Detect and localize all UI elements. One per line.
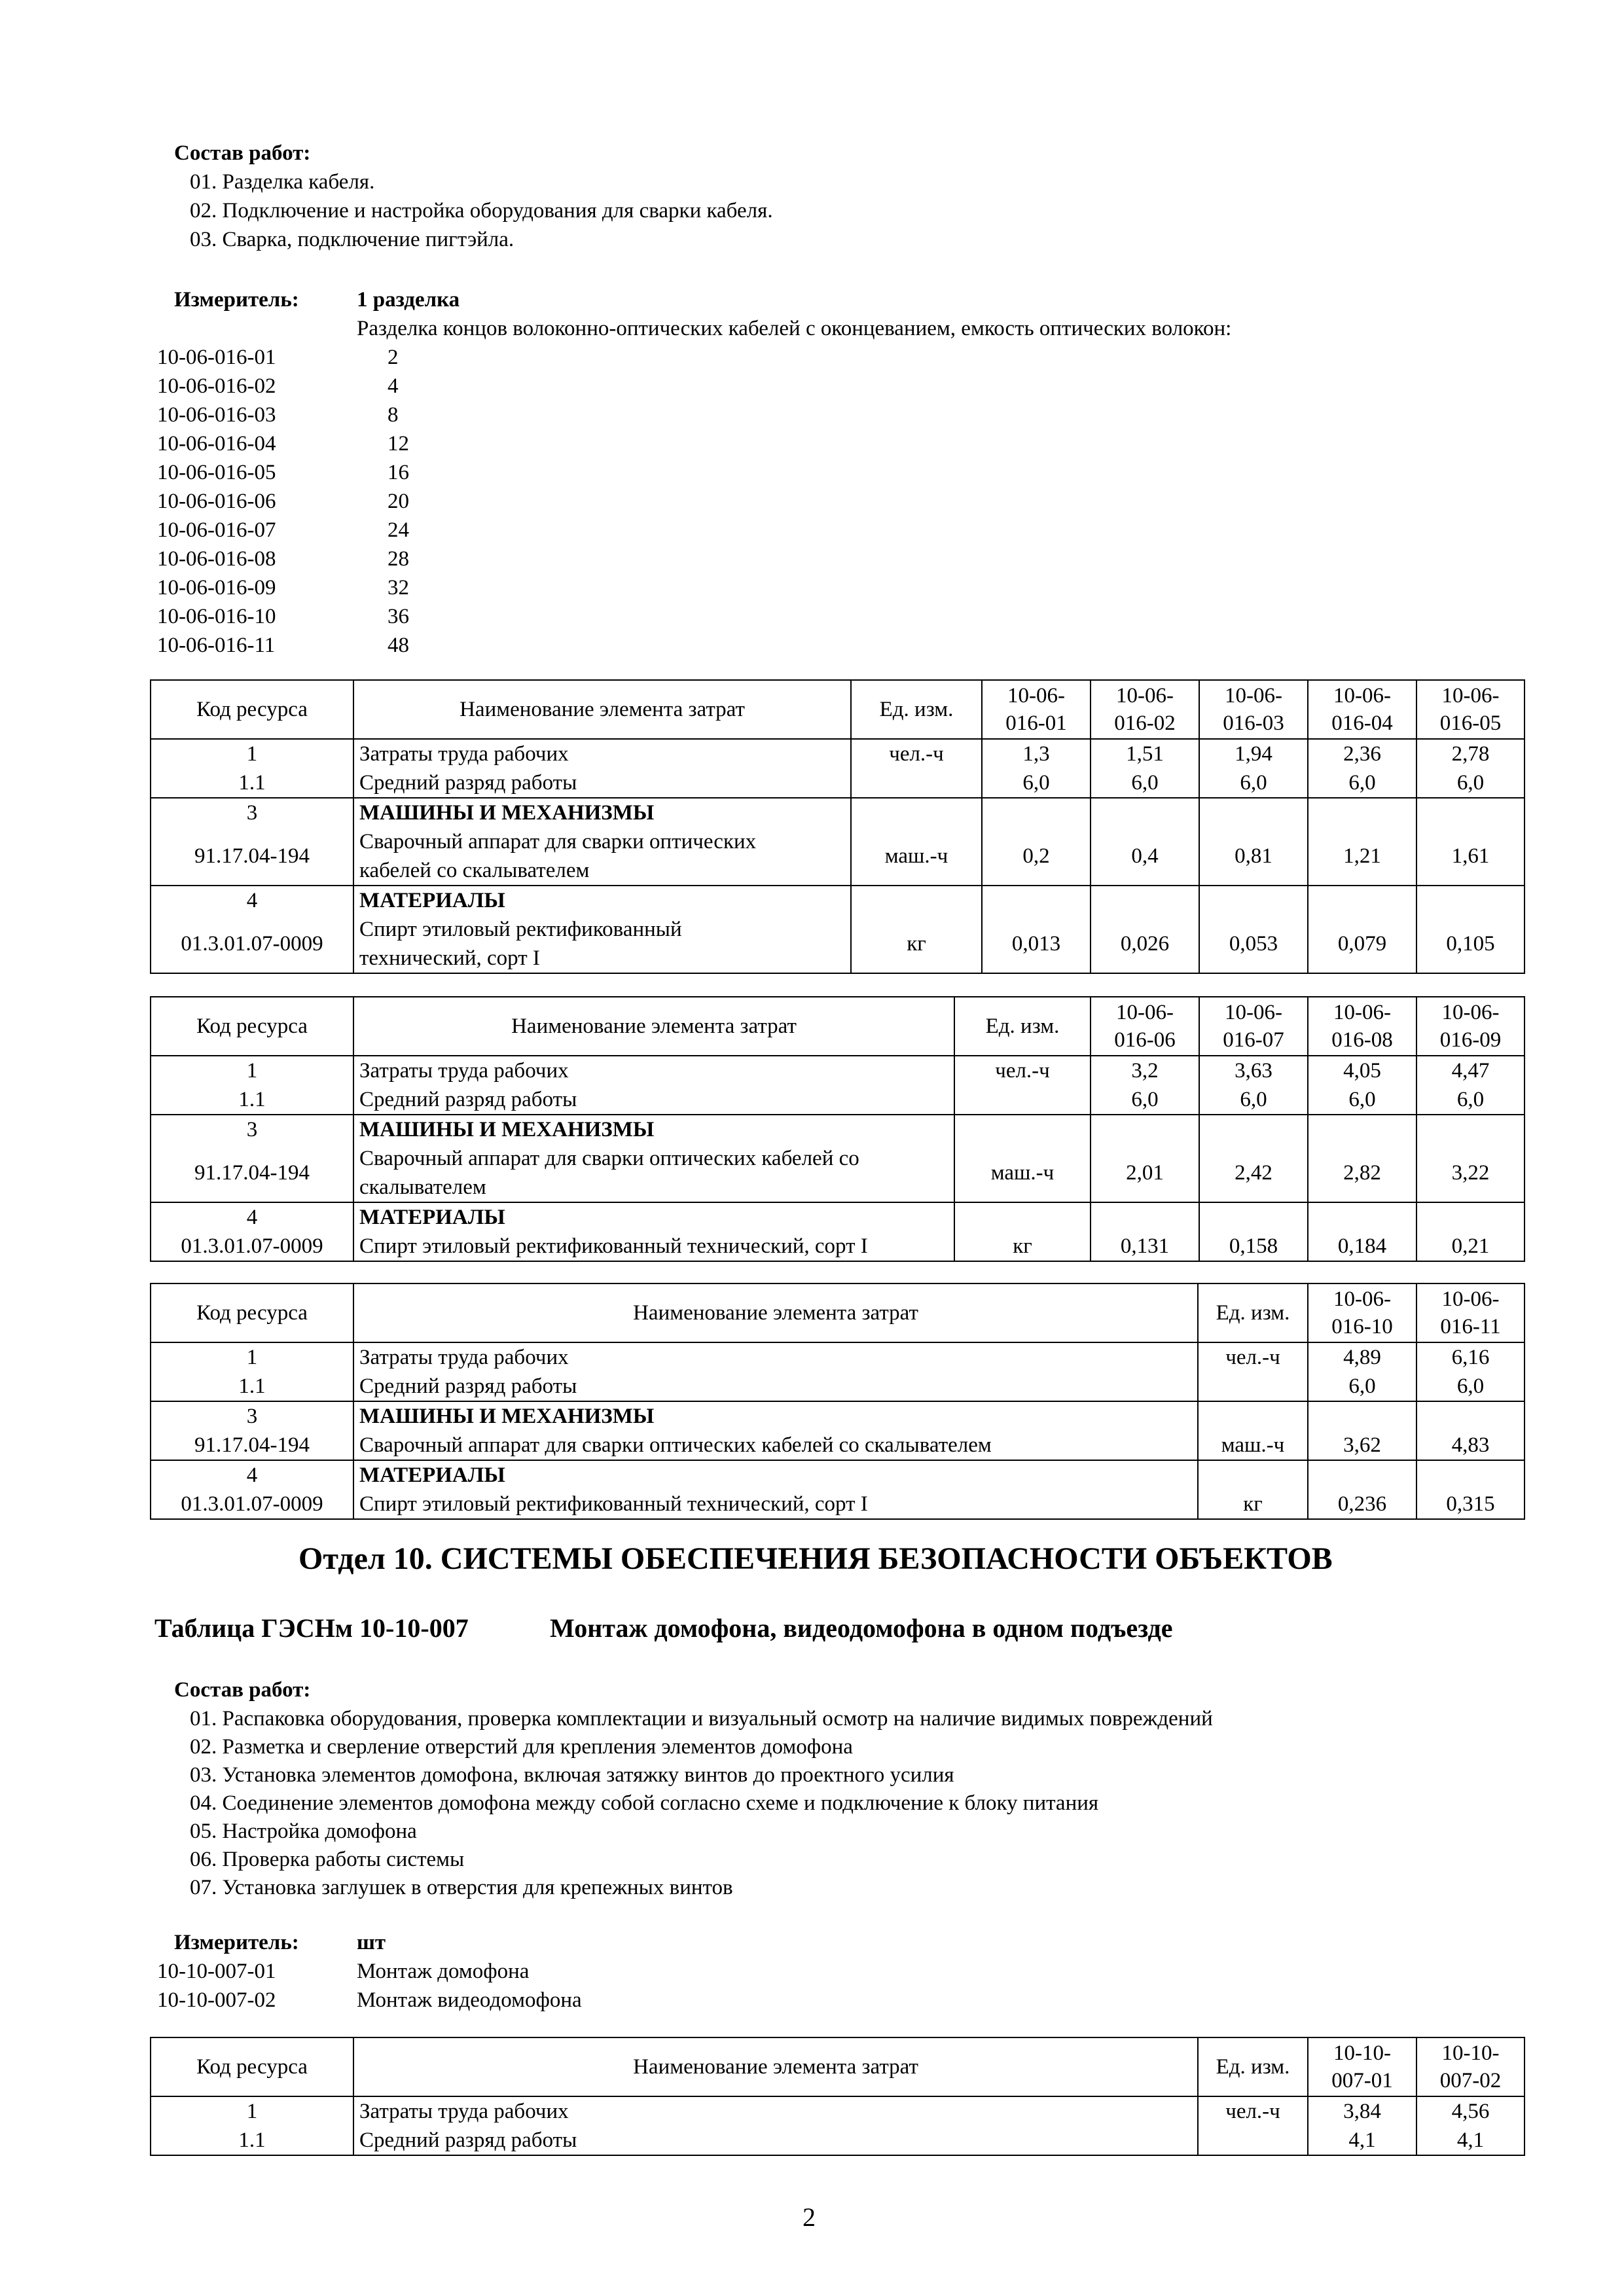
meter-label: Измеритель: (174, 1931, 299, 1954)
table-row: 1 Затраты труда рабочих чел.-ч 3,84 4,56 (151, 2096, 1525, 2126)
header-unit: Ед. изм. (1198, 1283, 1308, 1342)
table-row: 4 МАТЕРИАЛЫ (151, 1460, 1525, 1490)
header-code: Код ресурса (151, 2037, 353, 2096)
work-composition-label: Состав работ: (174, 141, 311, 165)
header-col: 10-06- 016-11 (1416, 1283, 1525, 1342)
table-row: 01.3.01.07-0009 Спирт этиловый ректификованный технический, сорт I кг 0,013 0,026 0,053 0,079 0,105 (151, 915, 1525, 973)
header-col: 10-06- 016-01 (982, 680, 1091, 739)
header-code: Код ресурса (151, 1283, 353, 1342)
meter-value: шт (357, 1931, 386, 1954)
work-item: 01. Распаковка оборудования, проверка комплектации и визуальный осмотр на наличие видимых повреждений (190, 1707, 1213, 1731)
table-row: 1 Затраты труда рабочих чел.-ч 4,89 6,16 (151, 1342, 1525, 1372)
header-unit: Ед. изм. (851, 680, 982, 739)
capacity-value: 12 (388, 432, 409, 456)
header-col: 10-06- 016-06 (1091, 997, 1199, 1056)
table-row: 1.1 Средний разряд работы 6,0 6,0 (151, 1372, 1525, 1401)
code: 10-06-016-03 (157, 403, 276, 427)
table-title-name: Монтаж домофона, видеодомофона в одном подъезде (550, 1613, 1173, 1643)
header-code: Код ресурса (151, 997, 353, 1056)
capacity-value: 16 (388, 461, 409, 484)
work-item: 06. Проверка работы системы (190, 1848, 465, 1871)
header-col: 10-06- 016-09 (1416, 997, 1525, 1056)
table-row: 3 МАШИНЫ И МЕХАНИЗМЫ (151, 1401, 1525, 1431)
code-description: Монтаж домофона (357, 1960, 530, 1983)
capacity-value: 24 (388, 518, 409, 542)
meter-description: Разделка концов волоконно-оптических кабелей с оконцеванием, емкость оптических волокон: (357, 317, 1232, 340)
capacity-value: 20 (388, 490, 409, 513)
code: 10-10-007-02 (157, 1988, 276, 2012)
cost-table-2 (150, 996, 1525, 1262)
table-title-label: Таблица ГЭСНм 10-10-007 (154, 1613, 469, 1643)
work-item: 03. Сварка, подключение пигтэйла. (190, 228, 514, 251)
capacity-value: 4 (388, 374, 399, 398)
work-item: 04. Соединение элементов домофона между собой согласно схеме и подключение к блоку питания (190, 1791, 1099, 1815)
capacity-value: 48 (388, 634, 409, 657)
header-col: 10-06- 016-10 (1308, 1283, 1416, 1342)
header-col: 10-06- 016-04 (1308, 680, 1416, 739)
work-item: 01. Разделка кабеля. (190, 170, 375, 194)
meter-label: Измеритель: (174, 288, 299, 312)
table-row: 3 МАШИНЫ И МЕХАНИЗМЫ (151, 798, 1525, 827)
header-col: 10-10- 007-02 (1416, 2037, 1525, 2096)
header-col: 10-06- 016-03 (1199, 680, 1308, 739)
table-row: 1 Затраты труда рабочих чел.-ч 3,2 3,63 4,05 4,47 (151, 1056, 1525, 1085)
table-row: 4 МАТЕРИАЛЫ (151, 886, 1525, 915)
table-row: 1 Затраты труда рабочих чел.-ч 1,3 1,51 1,94 2,36 2,78 (151, 739, 1525, 768)
header-name: Наименование элемента затрат (353, 1283, 1198, 1342)
header-col: 10-06- 016-05 (1416, 680, 1525, 739)
code: 10-06-016-10 (157, 605, 276, 628)
cost-table-4 (150, 2037, 1525, 2156)
table-row: 91.17.04-194 Сварочный аппарат для сварки оптических кабелей со скалывателем маш.-ч 0,2 0,4 0,81 1,21 1,61 (151, 827, 1525, 886)
work-item: 02. Подключение и настройка оборудования для сварки кабеля. (190, 199, 773, 223)
code: 10-06-016-05 (157, 461, 276, 484)
header-name: Наименование элемента затрат (353, 997, 954, 1056)
work-item: 03. Установка элементов домофона, включая затяжку винтов до проектного усилия (190, 1763, 954, 1787)
table-row: 3 МАШИНЫ И МЕХАНИЗМЫ (151, 1115, 1525, 1144)
header-col: 10-06- 016-07 (1199, 997, 1308, 1056)
cost-table-3 (150, 1283, 1525, 1520)
code: 10-10-007-01 (157, 1960, 276, 1983)
header-unit: Ед. изм. (954, 997, 1091, 1056)
capacity-value: 36 (388, 605, 409, 628)
table-row: 1.1 Средний разряд работы 6,0 6,0 6,0 6,0 (151, 1085, 1525, 1115)
header-code: Код ресурса (151, 680, 353, 739)
table-row: 1.1 Средний разряд работы 6,0 6,0 6,0 6,0 6,0 (151, 768, 1525, 798)
capacity-value: 8 (388, 403, 399, 427)
code: 10-06-016-07 (157, 518, 276, 542)
code: 10-06-016-04 (157, 432, 276, 456)
code: 10-06-016-11 (157, 634, 276, 657)
table-row: 91.17.04-194 Сварочный аппарат для сварки оптических кабелей со скалывателем маш.-ч 3,62 4,83 (151, 1431, 1525, 1460)
work-item: 05. Настройка домофона (190, 1820, 417, 1843)
header-name: Наименование элемента затрат (353, 2037, 1198, 2096)
work-composition-label: Состав работ: (174, 1678, 311, 1702)
capacity-value: 28 (388, 547, 409, 571)
table-row: 01.3.01.07-0009 Спирт этиловый ректификованный технический, сорт I кг 0,236 0,315 (151, 1490, 1525, 1519)
capacity-value: 32 (388, 576, 409, 600)
page-number: 2 (803, 2202, 816, 2232)
department-title: Отдел 10. СИСТЕМЫ ОБЕСПЕЧЕНИЯ БЕЗОПАСНОСТИ ОБЪЕКТОВ (298, 1541, 1333, 1576)
header-name: Наименование элемента затрат (353, 680, 851, 739)
code: 10-06-016-02 (157, 374, 276, 398)
code: 10-06-016-01 (157, 346, 276, 369)
header-col: 10-10- 007-01 (1308, 2037, 1416, 2096)
code: 10-06-016-08 (157, 547, 276, 571)
code-description: Монтаж видеодомофона (357, 1988, 582, 2012)
cost-table-1 (150, 679, 1525, 974)
work-item: 07. Установка заглушек в отверстия для крепежных винтов (190, 1876, 733, 1899)
header-unit: Ед. изм. (1198, 2037, 1308, 2096)
table-row: 01.3.01.07-0009 Спирт этиловый ректификованный технический, сорт I кг 0,131 0,158 0,184 0,21 (151, 1232, 1525, 1261)
table-row: 1.1 Средний разряд работы 4,1 4,1 (151, 2126, 1525, 2155)
header-col: 10-06- 016-08 (1308, 997, 1416, 1056)
meter-value: 1 разделка (357, 288, 460, 312)
code: 10-06-016-09 (157, 576, 276, 600)
table-row: 91.17.04-194 Сварочный аппарат для сварки оптических кабелей со скалывателем маш.-ч 2,01 2,42 2,82 3,22 (151, 1144, 1525, 1202)
header-col: 10-06- 016-02 (1091, 680, 1199, 739)
work-item: 02. Разметка и сверление отверстий для крепления элементов домофона (190, 1735, 853, 1759)
table-row: 4 МАТЕРИАЛЫ (151, 1202, 1525, 1232)
capacity-value: 2 (388, 346, 399, 369)
code: 10-06-016-06 (157, 490, 276, 513)
